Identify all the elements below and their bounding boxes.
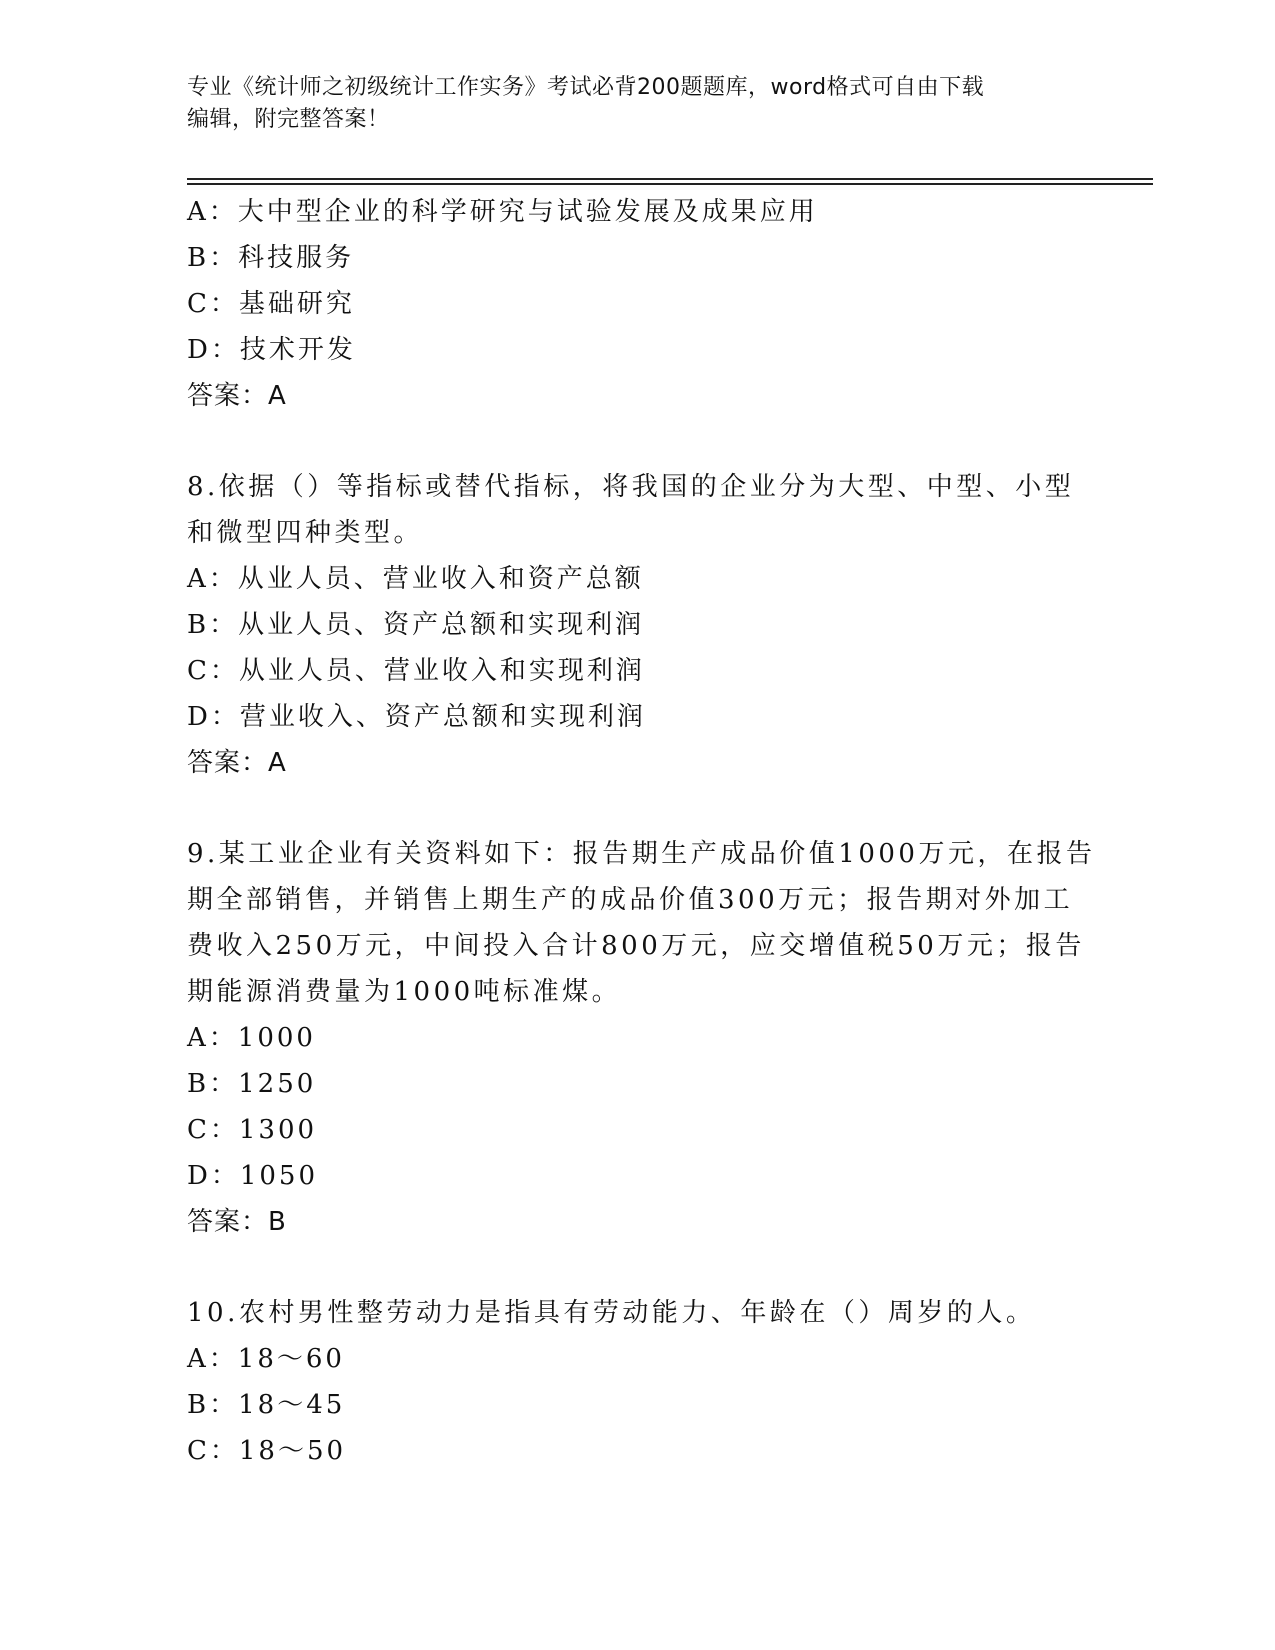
option-a: A：大中型企业的科学研究与试验发展及成果应用: [187, 197, 818, 227]
answer-label: 答案：B: [187, 1207, 287, 1237]
option-d: D：营业收入、资产总额和实现利润: [187, 702, 646, 732]
question-8: [187, 464, 1087, 786]
header-line-1: 专业《统计师之初级统计工作实务》考试必背200题题库，word格式可自由下载: [187, 75, 985, 100]
question-stem: [187, 464, 1087, 556]
stem-line: 期全部销售，并销售上期生产的成品价值300万元；报告期对外加工: [187, 885, 1074, 915]
option-b: B：科技服务: [187, 243, 355, 273]
question-list: [187, 189, 1096, 1474]
stem-line: 9.某工业企业有关资料如下：报告期生产成品价值1000万元，在报告: [187, 839, 1096, 869]
option-c: C：18～50: [187, 1436, 347, 1466]
question-9: [187, 831, 1096, 1245]
option-d: D：1050: [187, 1161, 319, 1191]
option-a: A：18～60: [187, 1344, 345, 1374]
answer-label: 答案：A: [187, 381, 287, 411]
stem-line: 费收入250万元，中间投入合计800万元，应交增值税50万元；报告: [187, 931, 1085, 961]
stem-line: 期能源消费量为1000吨标准煤。: [187, 977, 622, 1007]
question-10: [187, 1290, 1087, 1474]
option-b: B：从业人员、资产总额和实现利润: [187, 610, 645, 640]
option-b: B：18～45: [187, 1390, 346, 1420]
header-rule-bottom: [187, 183, 1153, 185]
header-rule-top: [187, 178, 1153, 180]
option-c: C：基础研究: [187, 289, 355, 319]
option-c: C：1300: [187, 1115, 318, 1145]
answer-label: 答案：A: [187, 748, 287, 778]
question-stem: [187, 831, 1096, 1015]
question-7: [187, 189, 1087, 419]
option-a: A：1000: [187, 1023, 316, 1053]
document-header: [187, 72, 1067, 136]
option-a: A：从业人员、营业收入和资产总额: [187, 564, 644, 594]
option-c: C：从业人员、营业收入和实现利润: [187, 656, 645, 686]
stem-line: 10.农村男性整劳动力是指具有劳动能力、年龄在（）周岁的人。: [187, 1298, 1036, 1328]
stem-line: 8.依据（）等指标或替代指标，将我国的企业分为大型、中型、小型: [187, 472, 1075, 502]
option-d: D：技术开发: [187, 335, 356, 365]
stem-line: 和微型四种类型。: [187, 518, 424, 548]
header-line-2: 编辑，附完整答案！: [187, 107, 390, 132]
question-stem: [187, 1290, 1087, 1336]
option-b: B：1250: [187, 1069, 317, 1099]
